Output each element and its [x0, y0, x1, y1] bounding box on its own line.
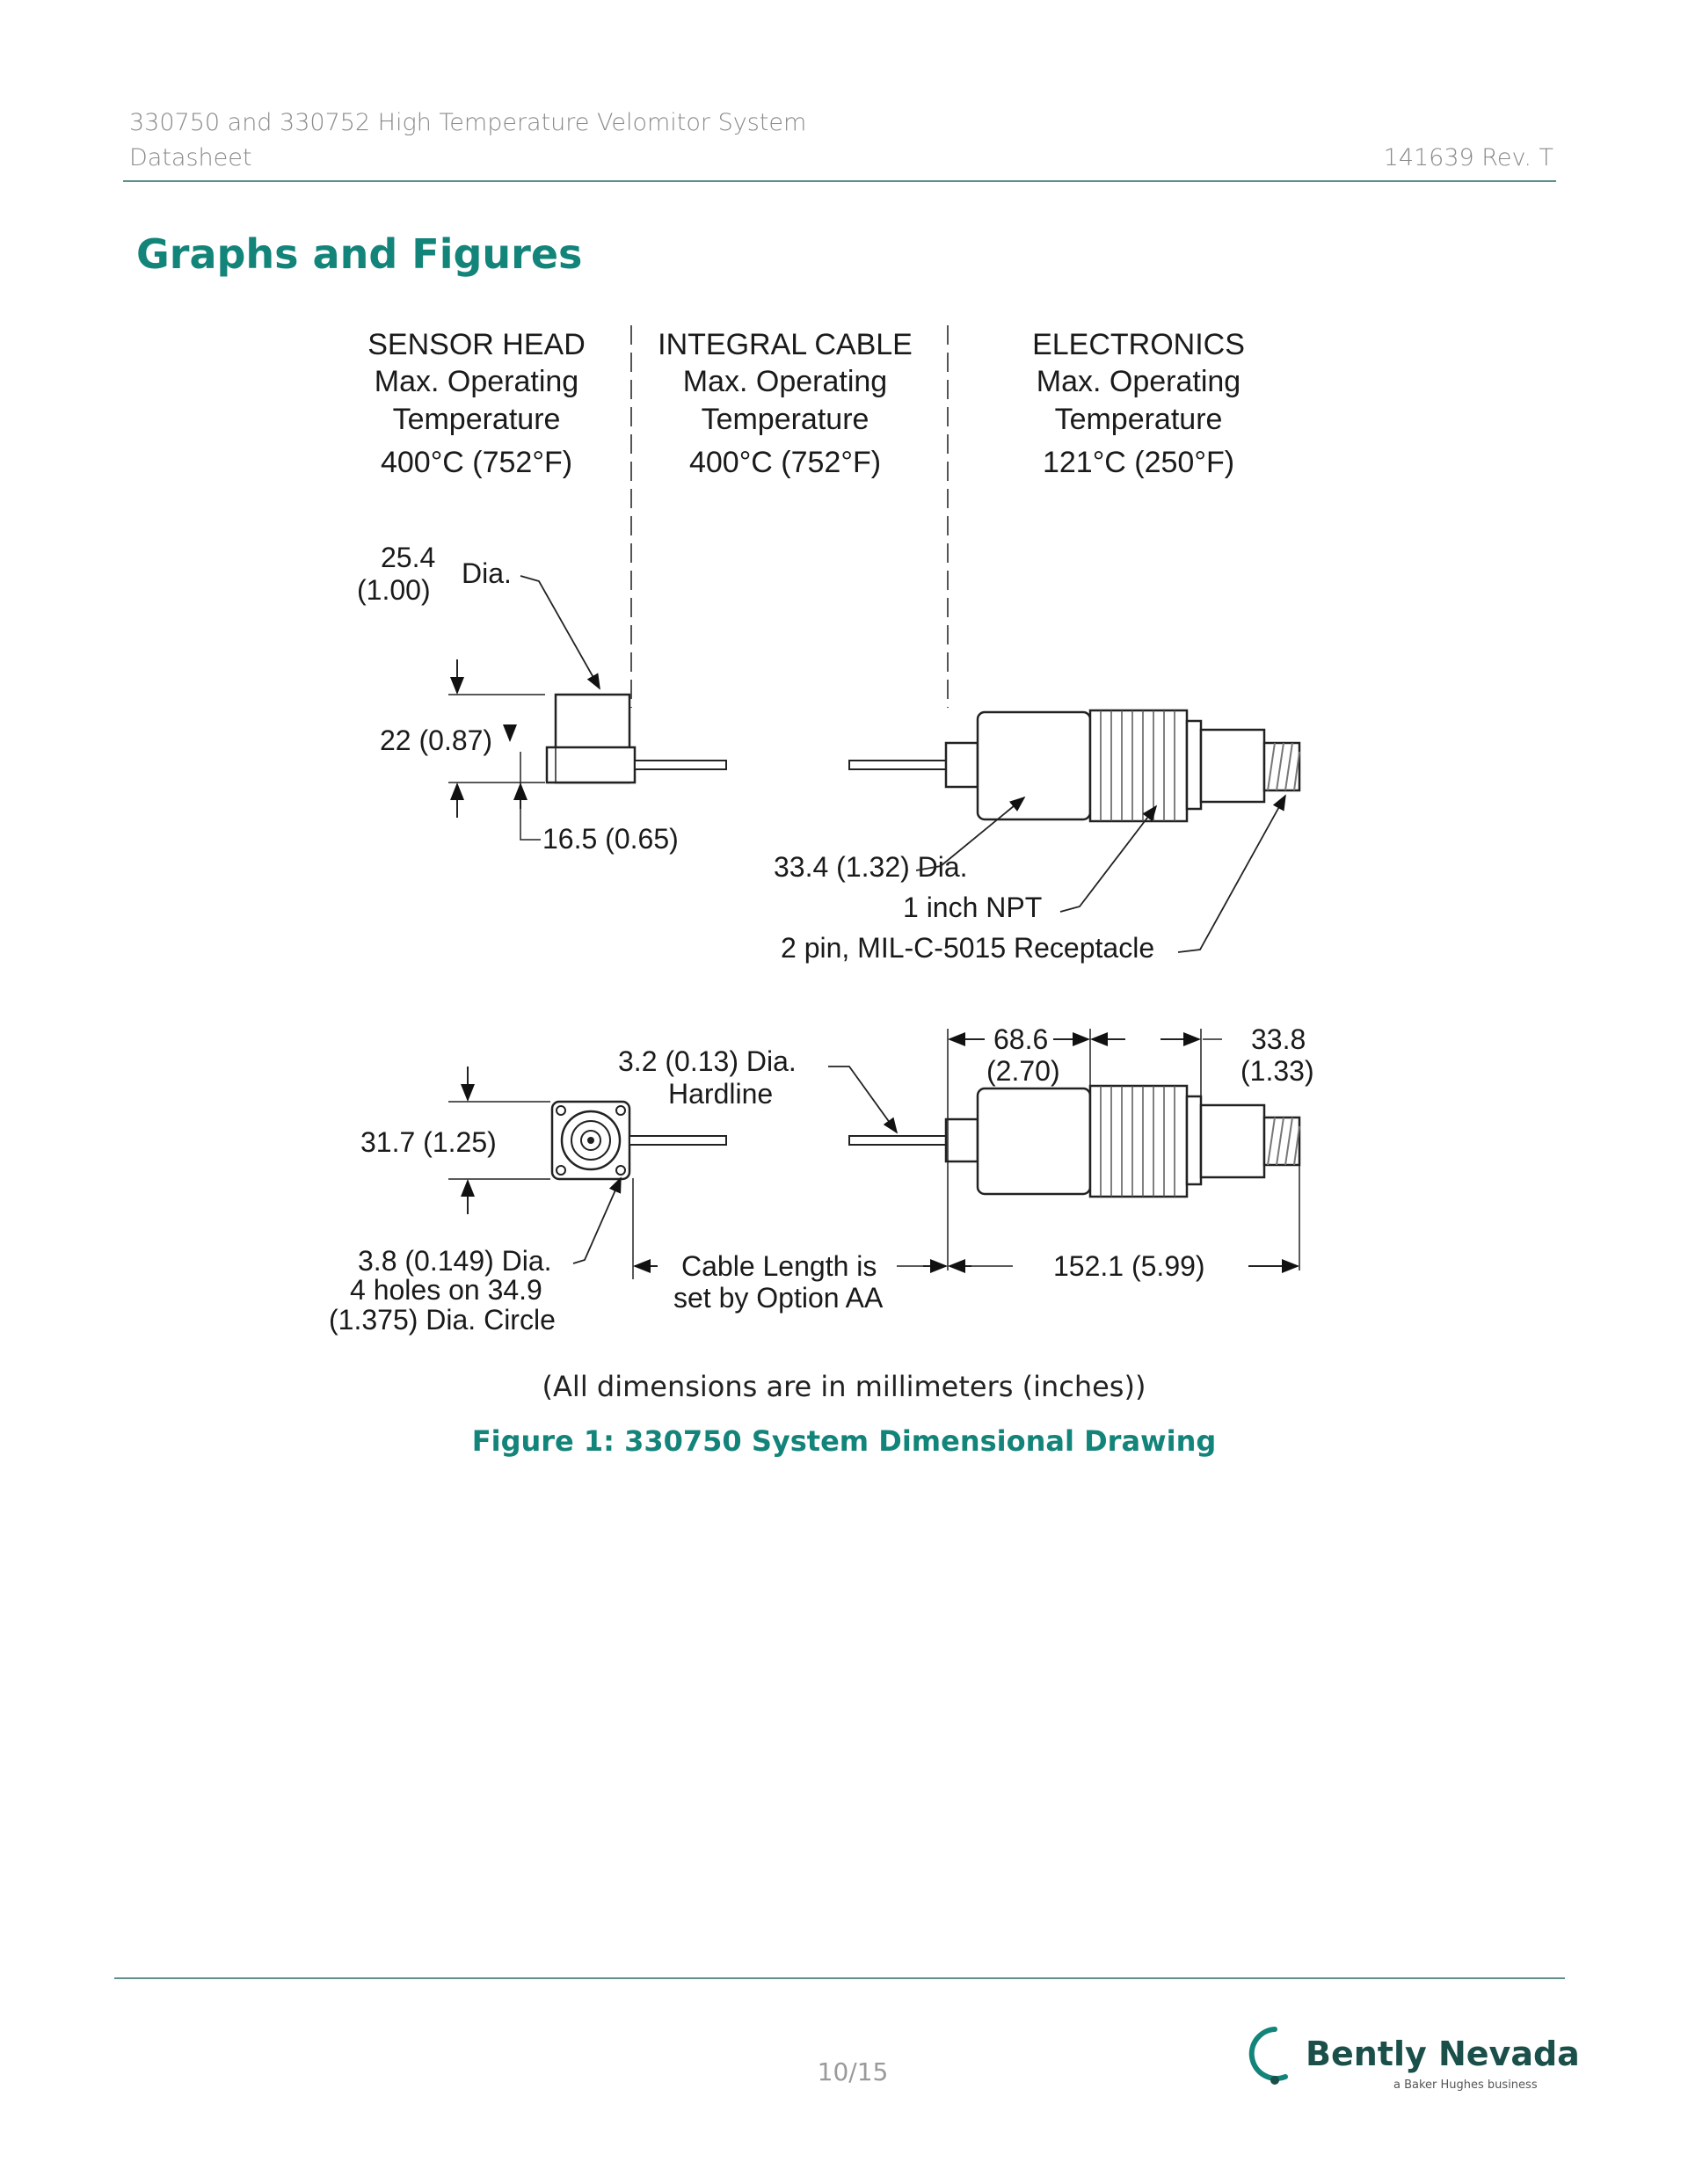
header-divider: [123, 180, 1556, 182]
width-dimension: 16.5 (0.65): [542, 823, 679, 855]
cable-temp: 400°C (752°F): [688, 446, 882, 479]
logo-tagline: a Baker Hughes business: [1393, 2078, 1538, 2092]
npt-label: 1 inch NPT: [903, 892, 1043, 923]
electronics-temp: 121°C (250°F): [1042, 446, 1235, 479]
body-dia-label: 33.4 (1.32) Dia.: [774, 851, 968, 883]
electronics-heading: ELECTRONICS: [1032, 328, 1245, 361]
cable-length-label-2: set by Option AA: [673, 1282, 884, 1314]
sensor-head-base: [547, 747, 635, 783]
mounting-hole: [557, 1166, 565, 1175]
cable-stub-right: [849, 761, 946, 769]
cable-length-label-1: Cable Length is: [681, 1250, 877, 1282]
height-dimension: 22 (0.87): [380, 724, 493, 756]
logo-name: Bently Nevada: [1306, 2035, 1580, 2073]
cable-label-2: Max. Operating: [682, 365, 888, 398]
sensor-head-label-3: Temperature: [392, 403, 561, 436]
dimensional-drawing: [290, 303, 1398, 1341]
sensor-head-label-2: Max. Operating: [374, 365, 579, 398]
bently-nevada-logo: [1248, 2022, 1580, 2101]
section-title: Graphs and Figures: [136, 230, 583, 278]
dia-head-in: (1.00): [357, 574, 431, 606]
dim-68-mm: 68.6: [993, 1023, 1049, 1055]
document-title: 330750 and 330752 High Temperature Velomitor System: [129, 109, 807, 136]
sensor-head-heading: SENSOR HEAD: [367, 328, 586, 361]
cable-stub-left: [635, 761, 726, 769]
holes-label-1: 3.8 (0.149) Dia.: [358, 1245, 552, 1277]
dim-33-in: (1.33): [1241, 1055, 1314, 1087]
mounting-hole: [616, 1166, 625, 1175]
cable-label-3: Temperature: [701, 403, 869, 436]
dia-head-mm: 25.4: [381, 542, 436, 573]
overall-length-dimension: 152.1 (5.99): [1053, 1250, 1205, 1282]
electronics-label-3: Temperature: [1054, 403, 1223, 436]
logo-mark-icon: [1248, 2022, 1301, 2093]
holes-label-3: (1.375) Dia. Circle: [329, 1304, 556, 1336]
revision-number: 141639 Rev. T: [1383, 144, 1553, 171]
cable-heading: INTEGRAL CABLE: [658, 328, 913, 361]
npt-thread: [1090, 710, 1187, 821]
dim-68-in: (2.70): [986, 1055, 1060, 1087]
figure-caption: Figure 1: 330750 System Dimensional Drawing: [471, 1424, 1217, 1458]
mounting-hole: [557, 1106, 565, 1115]
dimensions-note: (All dimensions are in millimeters (inches)): [542, 1370, 1146, 1403]
sensor-head-temp: 400°C (752°F): [380, 446, 573, 479]
mounting-hole: [616, 1106, 625, 1115]
dim-33-mm: 33.8: [1251, 1023, 1306, 1055]
hardline-dia-label: 3.2 (0.13) Dia.: [618, 1045, 797, 1077]
document-type: Datasheet: [129, 144, 252, 171]
page-number: 10/15: [817, 2057, 889, 2086]
dia-head-label: Dia.: [462, 557, 512, 589]
footer-divider: [114, 1977, 1565, 1979]
hardline-label: Hardline: [668, 1078, 774, 1110]
electronics-body: [978, 712, 1090, 819]
holes-label-2: 4 holes on 34.9: [350, 1274, 542, 1306]
flange-dimension: 31.7 (1.25): [360, 1126, 497, 1158]
electronics-label-2: Max. Operating: [1036, 365, 1241, 398]
receptacle-label: 2 pin, MIL-C-5015 Receptacle: [781, 932, 1155, 964]
